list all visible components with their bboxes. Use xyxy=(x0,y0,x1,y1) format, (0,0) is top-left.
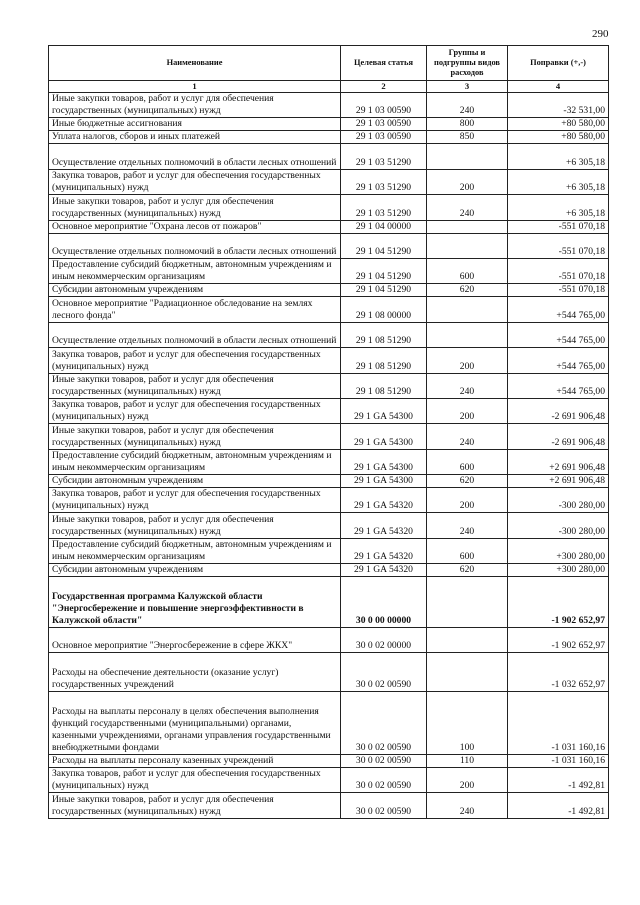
row-expense-group: 240 xyxy=(427,195,508,220)
row-expense-group: 620 xyxy=(427,284,508,297)
row-amount: +6 305,18 xyxy=(508,169,609,194)
table-row xyxy=(49,691,609,755)
row-amount: +2 691 906,48 xyxy=(508,475,609,488)
row-amount: +6 305,18 xyxy=(508,144,609,169)
table-row xyxy=(49,538,609,563)
row-name: Расходы на обеспечение деятельности (оказание услуг) государственных учреждений xyxy=(49,653,341,691)
row-name: Расходы на выплаты персоналу в целях обеспечения выполнения функций государственными (муниципальными) органами, казенными учреждениями, органами управления государственными внебюджетными фондами xyxy=(49,691,341,755)
row-target-code: 29 1 GA 54320 xyxy=(341,513,427,538)
table-row xyxy=(49,258,609,283)
row-amount: -551 070,18 xyxy=(508,258,609,283)
row-name: Предоставление субсидий бюджетным, автономным учреждениям и иным некоммерческим организациям xyxy=(49,258,341,283)
row-name: Субсидии автономным учреждениям xyxy=(49,564,341,577)
row-name: Предоставление субсидий бюджетным, автономным учреждениям и иным некоммерческим организациям xyxy=(49,449,341,474)
column-number-row xyxy=(49,81,609,93)
table-row xyxy=(49,488,609,513)
row-expense-group: 600 xyxy=(427,449,508,474)
row-target-code: 29 1 GA 54320 xyxy=(341,538,427,563)
row-name: Предоставление субсидий бюджетным, автономным учреждениям и иным некоммерческим организациям xyxy=(49,538,341,563)
row-name: Субсидии автономным учреждениям xyxy=(49,284,341,297)
table-row xyxy=(49,653,609,691)
column-number: 3 xyxy=(427,81,508,93)
row-amount: +544 765,00 xyxy=(508,297,609,322)
table-row xyxy=(49,284,609,297)
row-name: Основное мероприятие "Радиационное обследование на землях лесного фонда" xyxy=(49,297,341,322)
table-row xyxy=(49,768,609,793)
row-expense-group: 600 xyxy=(427,258,508,283)
table-row xyxy=(49,233,609,258)
table-row xyxy=(49,398,609,423)
table-row xyxy=(49,475,609,488)
header-row xyxy=(49,46,609,81)
row-amount: +80 580,00 xyxy=(508,131,609,144)
row-expense-group: 100 xyxy=(427,691,508,755)
row-target-code: 29 1 03 00590 xyxy=(341,131,427,144)
row-expense-group xyxy=(427,220,508,233)
row-amount: +544 765,00 xyxy=(508,322,609,347)
row-name: Иные закупки товаров, работ и услуг для обеспечения государственных (муниципальных) нужд xyxy=(49,195,341,220)
row-target-code: 29 1 03 00590 xyxy=(341,93,427,118)
row-target-code: 29 1 04 00000 xyxy=(341,220,427,233)
row-amount: -551 070,18 xyxy=(508,220,609,233)
column-number: 2 xyxy=(341,81,427,93)
row-target-code: 29 1 GA 54300 xyxy=(341,449,427,474)
header-name: Наименование xyxy=(49,46,341,81)
table-row xyxy=(49,131,609,144)
row-amount: -1 031 160,16 xyxy=(508,755,609,768)
row-amount: +300 280,00 xyxy=(508,538,609,563)
row-expense-group xyxy=(427,322,508,347)
row-expense-group: 200 xyxy=(427,488,508,513)
table-row xyxy=(49,755,609,768)
table-row xyxy=(49,297,609,322)
row-name: Основное мероприятие "Охрана лесов от пожаров" xyxy=(49,220,341,233)
row-amount: +300 280,00 xyxy=(508,564,609,577)
row-target-code: 29 1 04 51290 xyxy=(341,233,427,258)
row-expense-group: 620 xyxy=(427,564,508,577)
row-name: Иные закупки товаров, работ и услуг для обеспечения государственных (муниципальных) нужд xyxy=(49,373,341,398)
row-target-code: 29 1 GA 54300 xyxy=(341,398,427,423)
row-target-code: 29 1 GA 54300 xyxy=(341,475,427,488)
row-target-code: 29 1 GA 54300 xyxy=(341,424,427,449)
row-target-code: 30 0 02 00590 xyxy=(341,768,427,793)
row-amount: -1 032 652,97 xyxy=(508,653,609,691)
row-expense-group: 240 xyxy=(427,424,508,449)
table-row xyxy=(49,348,609,373)
page-number: 290 xyxy=(592,28,609,40)
row-expense-group: 200 xyxy=(427,768,508,793)
row-target-code: 29 1 08 00000 xyxy=(341,297,427,322)
row-target-code: 29 1 04 51290 xyxy=(341,258,427,283)
row-name: Государственная программа Калужской области "Энергосбережение и повышение энергоэффективности в Калужской области" xyxy=(49,577,341,628)
table-row xyxy=(49,195,609,220)
row-amount: -32 531,00 xyxy=(508,93,609,118)
table-row xyxy=(49,373,609,398)
row-name: Основное мероприятие "Энергосбережение в сфере ЖКХ" xyxy=(49,628,341,653)
row-target-code: 29 1 03 51290 xyxy=(341,169,427,194)
budget-table xyxy=(48,45,609,819)
row-target-code: 30 0 02 00000 xyxy=(341,628,427,653)
row-amount: -1 031 160,16 xyxy=(508,691,609,755)
row-amount: -1 492,81 xyxy=(508,793,609,818)
row-target-code: 29 1 08 51290 xyxy=(341,373,427,398)
row-expense-group: 240 xyxy=(427,93,508,118)
column-number: 1 xyxy=(49,81,341,93)
row-target-code: 29 1 03 00590 xyxy=(341,118,427,131)
table-row xyxy=(49,144,609,169)
row-expense-group xyxy=(427,297,508,322)
table-row xyxy=(49,93,609,118)
row-expense-group xyxy=(427,577,508,628)
table-row xyxy=(49,220,609,233)
row-target-code: 30 0 00 00000 xyxy=(341,577,427,628)
row-expense-group: 110 xyxy=(427,755,508,768)
row-amount: -1 902 652,97 xyxy=(508,577,609,628)
row-expense-group: 240 xyxy=(427,513,508,538)
row-target-code: 29 1 GA 54320 xyxy=(341,564,427,577)
row-expense-group: 240 xyxy=(427,793,508,818)
header-group: Группы и подгруппы видов расходов xyxy=(427,46,508,81)
row-name: Иные закупки товаров, работ и услуг для обеспечения государственных (муниципальных) нужд xyxy=(49,424,341,449)
row-name: Иные закупки товаров, работ и услуг для обеспечения государственных (муниципальных) нужд xyxy=(49,93,341,118)
row-name: Субсидии автономным учреждениям xyxy=(49,475,341,488)
row-expense-group: 200 xyxy=(427,169,508,194)
table-row xyxy=(49,564,609,577)
row-amount: -551 070,18 xyxy=(508,233,609,258)
row-amount: -300 280,00 xyxy=(508,513,609,538)
row-expense-group xyxy=(427,628,508,653)
row-expense-group: 800 xyxy=(427,118,508,131)
row-target-code: 29 1 04 51290 xyxy=(341,284,427,297)
row-amount: -300 280,00 xyxy=(508,488,609,513)
row-expense-group: 850 xyxy=(427,131,508,144)
row-name: Иные бюджетные ассигнования xyxy=(49,118,341,131)
row-amount: -2 691 906,48 xyxy=(508,398,609,423)
row-expense-group: 620 xyxy=(427,475,508,488)
header-amount: Поправки (+,-) xyxy=(508,46,609,81)
row-target-code: 30 0 02 00590 xyxy=(341,653,427,691)
row-name: Закупка товаров, работ и услуг для обеспечения государственных (муниципальных) нужд xyxy=(49,169,341,194)
row-target-code: 30 0 02 00590 xyxy=(341,755,427,768)
row-name: Иные закупки товаров, работ и услуг для обеспечения государственных (муниципальных) нужд xyxy=(49,513,341,538)
row-expense-group: 600 xyxy=(427,538,508,563)
row-expense-group: 240 xyxy=(427,373,508,398)
row-expense-group: 200 xyxy=(427,398,508,423)
table-row xyxy=(49,169,609,194)
row-target-code: 30 0 02 00590 xyxy=(341,691,427,755)
row-name: Осуществление отдельных полномочий в области лесных отношений xyxy=(49,322,341,347)
row-target-code: 29 1 08 51290 xyxy=(341,348,427,373)
row-name: Уплата налогов, сборов и иных платежей xyxy=(49,131,341,144)
row-amount: -1 902 652,97 xyxy=(508,628,609,653)
table-row xyxy=(49,118,609,131)
row-target-code: 29 1 03 51290 xyxy=(341,144,427,169)
row-amount: +80 580,00 xyxy=(508,118,609,131)
row-amount: +544 765,00 xyxy=(508,348,609,373)
table-row xyxy=(49,449,609,474)
row-name: Расходы на выплаты персоналу казенных учреждений xyxy=(49,755,341,768)
table-row xyxy=(49,513,609,538)
row-name: Закупка товаров, работ и услуг для обеспечения государственных (муниципальных) нужд xyxy=(49,348,341,373)
row-name: Закупка товаров, работ и услуг для обеспечения государственных (муниципальных) нужд xyxy=(49,398,341,423)
row-target-code: 29 1 08 51290 xyxy=(341,322,427,347)
row-name: Осуществление отдельных полномочий в области лесных отношений xyxy=(49,144,341,169)
row-expense-group xyxy=(427,144,508,169)
row-name: Закупка товаров, работ и услуг для обеспечения государственных (муниципальных) нужд xyxy=(49,488,341,513)
header-code: Целевая статья xyxy=(341,46,427,81)
table-row xyxy=(49,424,609,449)
row-target-code: 29 1 03 51290 xyxy=(341,195,427,220)
row-amount: -2 691 906,48 xyxy=(508,424,609,449)
row-expense-group xyxy=(427,233,508,258)
row-expense-group: 200 xyxy=(427,348,508,373)
row-name: Осуществление отдельных полномочий в области лесных отношений xyxy=(49,233,341,258)
table-row xyxy=(49,577,609,628)
table-row xyxy=(49,322,609,347)
row-amount: -551 070,18 xyxy=(508,284,609,297)
row-amount: +2 691 906,48 xyxy=(508,449,609,474)
table-row xyxy=(49,793,609,818)
row-target-code: 29 1 GA 54320 xyxy=(341,488,427,513)
row-name: Закупка товаров, работ и услуг для обеспечения государственных (муниципальных) нужд xyxy=(49,768,341,793)
table-body xyxy=(49,93,609,819)
table-row xyxy=(49,628,609,653)
row-amount: +544 765,00 xyxy=(508,373,609,398)
row-expense-group xyxy=(427,653,508,691)
row-target-code: 30 0 02 00590 xyxy=(341,793,427,818)
row-name: Иные закупки товаров, работ и услуг для обеспечения государственных (муниципальных) нужд xyxy=(49,793,341,818)
row-amount: +6 305,18 xyxy=(508,195,609,220)
row-amount: -1 492,81 xyxy=(508,768,609,793)
column-number: 4 xyxy=(508,81,609,93)
